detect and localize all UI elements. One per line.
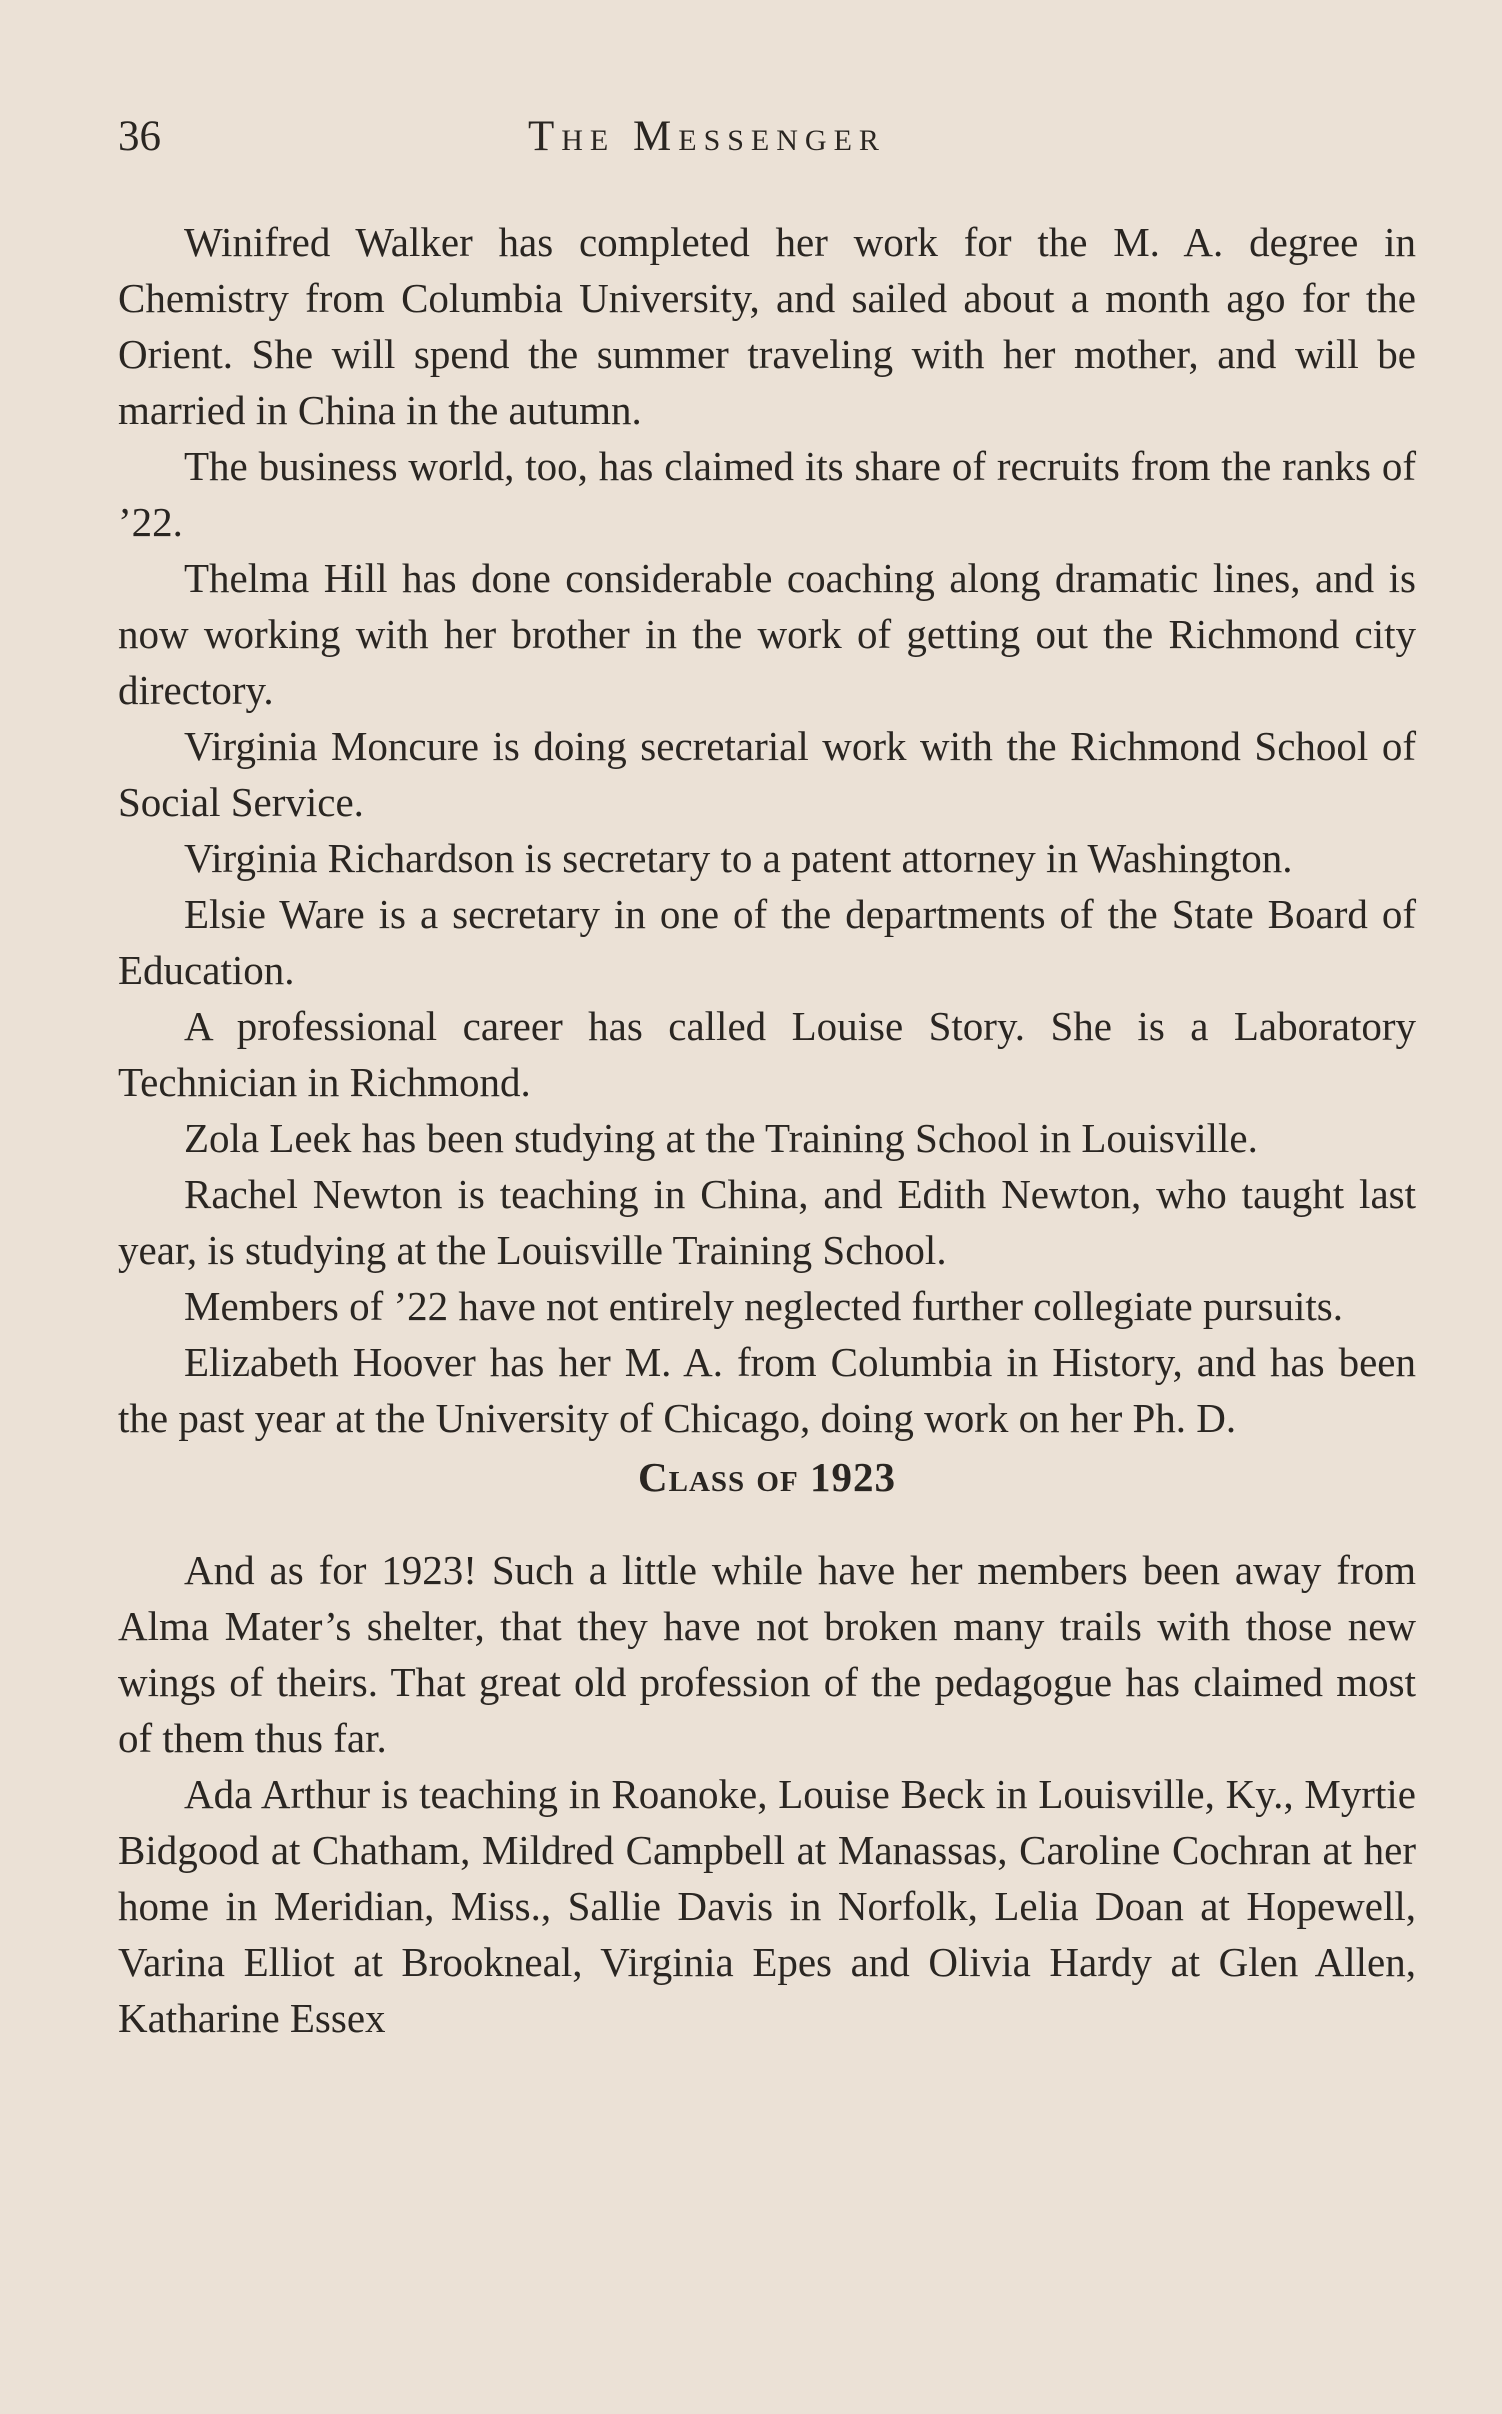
paragraph-collegiate: Members of ’22 have not entirely neglected further collegiate pursuits. — [184, 1283, 1343, 1329]
paragraph-business-world: The business world, too, has claimed its share of recruits from the ranks of ’22. — [118, 443, 1416, 545]
paragraph-1923-teachers: Ada Arthur is teaching in Roanoke, Louise Beck in Louisville, Ky., Myrtie Bidgood at Chatham, Mildred Campbell at Manassas, Caroline Cochran at her home in Meridian, Miss., Sallie Davis in Norfolk, Lelia Doan at Hopewell, Varina Elliot at Brookneal, Virginia Epes and Olivia Hardy at Glen Allen, Katharine Essex — [118, 1771, 1416, 2041]
paragraph-story: A professional career has called Louise Story. She is a Laboratory Technician in Richmond. — [118, 1003, 1416, 1105]
document-page — [118, 106, 1416, 2046]
paragraph-hill: Thelma Hill has done considerable coaching along dramatic lines, and is now working with her brother in the work of getting out the Richmond city directory. — [118, 555, 1416, 713]
body-text — [118, 214, 1416, 2046]
paragraph-moncure: Virginia Moncure is doing secretarial work with the Richmond School of Social Service. — [118, 723, 1416, 825]
paragraph-1923-intro: And as for 1923! Such a little while have her members been away from Alma Mater’s shelter, that they have not broken many trails with those new wings of theirs. That great old profession of the pedagogue has claimed most of them thus far. — [118, 1547, 1416, 1761]
paragraph-ware: Elsie Ware is a secretary in one of the departments of the State Board of Education. — [118, 891, 1416, 993]
paragraph-hoover: Elizabeth Hoover has her M. A. from Columbia in History, and has been the past year at the University of Chicago, doing work on her Ph. D. — [118, 1339, 1416, 1441]
page-number: 36 — [118, 113, 161, 160]
paragraph-richardson: Virginia Richardson is secretary to a patent attorney in Washington. — [184, 835, 1293, 881]
paragraph-newton: Rachel Newton is teaching in China, and Edith Newton, who taught last year, is studying at the Louisville Training School. — [118, 1171, 1416, 1273]
paragraph-walker: Winifred Walker has completed her work for the M. A. degree in Chemistry from Columbia University, and sailed about a month ago for the Orient. She will spend the summer traveling with her mother, and will be married in China in the autumn. — [118, 219, 1416, 433]
running-head — [118, 106, 1416, 168]
paragraph-leek: Zola Leek has been studying at the Training School in Louisville. — [184, 1115, 1258, 1161]
running-title: The Messenger — [528, 113, 886, 160]
section-heading: Class of 1923 — [638, 1454, 896, 1500]
